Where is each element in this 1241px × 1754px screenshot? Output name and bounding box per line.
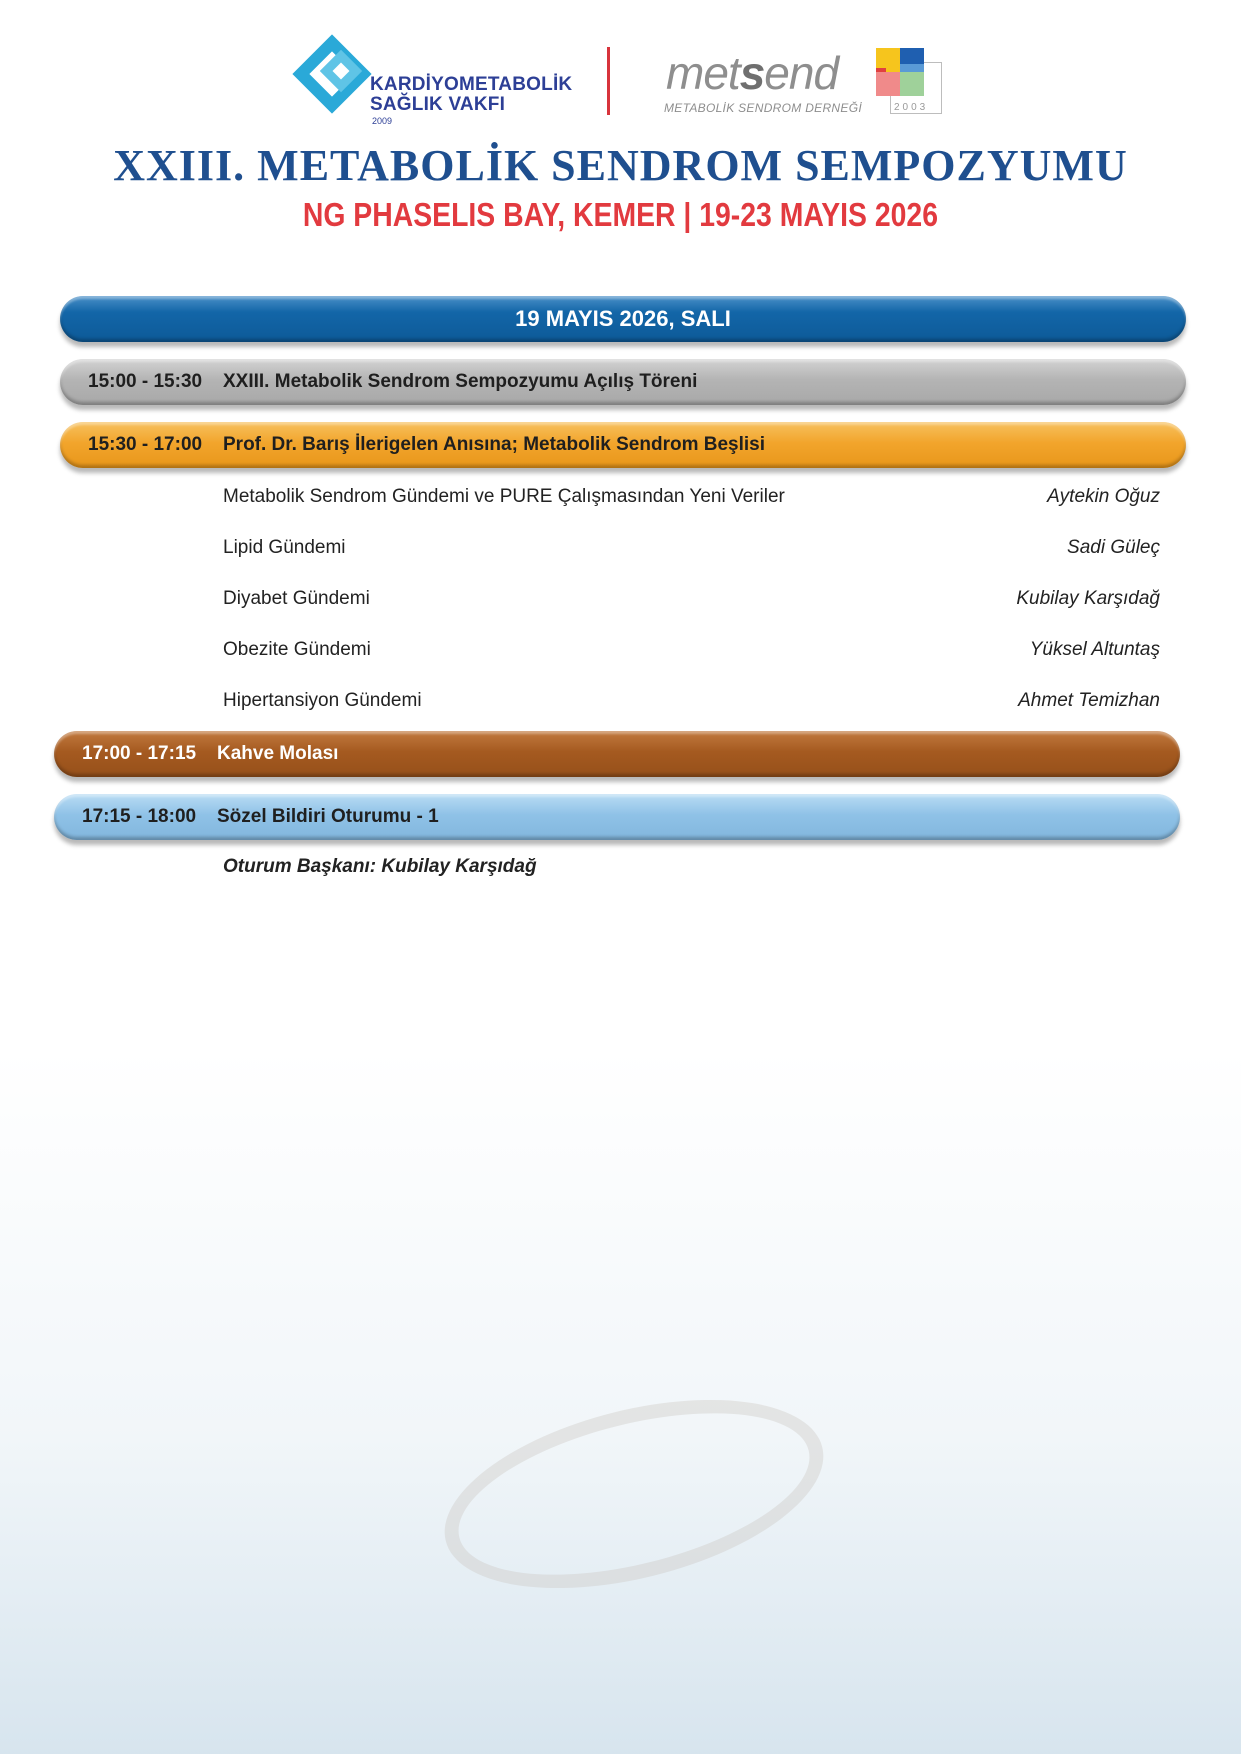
resort-shape — [425, 1366, 842, 1623]
logo-left-line1: KARDİYOMETABOLİK — [370, 74, 573, 95]
talk-speaker: Ahmet Temizhan — [1018, 690, 1160, 711]
logo-left-year: 2009 — [372, 116, 393, 126]
metsend-subtitle: METABOLİK SENDROM DERNEĞİ — [664, 101, 862, 115]
talk-title: Obezite Gündemi — [223, 639, 371, 660]
talk-speaker: Sadi Güleç — [1067, 537, 1160, 558]
session-bar-opening — [60, 359, 1186, 405]
metsend-year: 2003 — [894, 102, 929, 113]
session-title: Prof. Dr. Barış İlerigelen Anısına; Metabolik Sendrom Beşlisi — [223, 434, 766, 455]
session-title: Sözel Bildiri Oturumu - 1 — [217, 806, 439, 827]
talk-speaker: Kubilay Karşıdağ — [1016, 588, 1160, 609]
page-title: XXIII. METABOLİK SENDROM SEMPOZYUMU — [113, 141, 1128, 190]
logo-divider — [607, 47, 610, 115]
talk-title: Diyabet Gündemi — [223, 588, 370, 609]
metsend-wordmark: metsend — [666, 47, 839, 99]
talk-row — [223, 486, 1160, 516]
session-bar-metabolic-five — [60, 422, 1186, 468]
session-bar-coffee-break — [54, 731, 1180, 777]
session-time: 15:00 - 15:30 — [88, 371, 203, 392]
background-aerial-photo — [0, 1050, 1241, 1754]
metsend-logo — [660, 46, 960, 120]
talk-row — [223, 690, 1160, 720]
talk-speaker: Aytekin Oğuz — [1047, 486, 1160, 507]
talk-title: Metabolik Sendrom Gündemi ve PURE Çalışmasından Yeni Veriler — [223, 486, 785, 507]
session-title: XXIII. Metabolik Sendrom Sempozyumu Açılış Töreni — [223, 371, 698, 392]
talk-row — [223, 639, 1160, 669]
kardiyometabolik-logo — [296, 38, 573, 128]
talk-speaker: Yüksel Altuntaş — [1029, 639, 1160, 660]
talk-title: Hipertansiyon Gündemi — [223, 690, 422, 711]
logo-left-line2: SAĞLIK VAKFI — [370, 94, 506, 115]
talk-title: Lipid Gündemi — [223, 537, 346, 558]
page-subtitle: NG PHASELIS BAY, KEMER | 19-23 MAYIS 2026 — [302, 196, 939, 233]
talk-row — [223, 588, 1160, 618]
day-banner — [60, 296, 1186, 342]
session-time: 17:00 - 17:15 — [82, 743, 197, 764]
session-bar-oral-presentations — [54, 794, 1180, 840]
session-chair: Oturum Başkanı: Kubilay Karşıdağ — [223, 856, 537, 877]
day-label: 19 MAYIS 2026, SALI — [515, 306, 731, 331]
session-title: Kahve Molası — [217, 743, 339, 764]
talk-row — [223, 537, 1160, 567]
session-time: 17:15 - 18:00 — [82, 806, 197, 827]
session-time: 15:30 - 17:00 — [88, 434, 203, 455]
